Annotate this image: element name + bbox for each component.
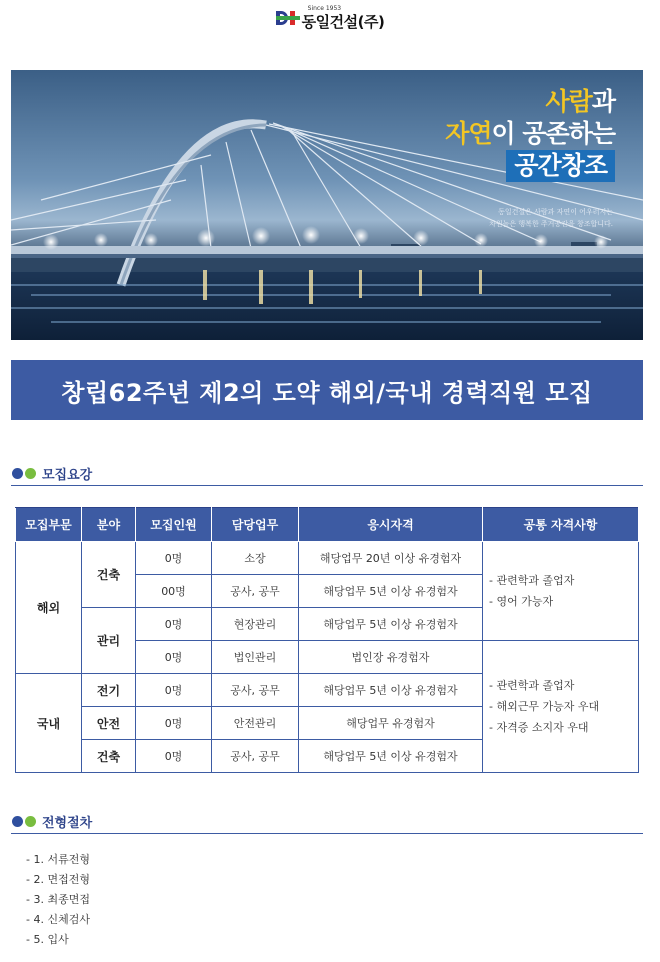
header-cell: 모집부문 bbox=[16, 508, 82, 542]
list-item: - 1. 서류전형 bbox=[26, 853, 90, 866]
field-cell: 건축 bbox=[82, 740, 136, 773]
count-cell: 0명 bbox=[136, 641, 212, 674]
duty-cell: 공사, 공무 bbox=[212, 740, 299, 773]
common-qual-item: - 관련학과 졸업자 bbox=[489, 679, 575, 692]
recruit-section-heading bbox=[11, 462, 643, 486]
qual-cell: 해당업무 5년 이상 유경험자 bbox=[299, 608, 483, 641]
field-cell: 안전 bbox=[82, 707, 136, 740]
recruit-heading-label: 모집요강 bbox=[42, 468, 93, 483]
headline-accent-2: 자연 bbox=[445, 119, 492, 148]
logo-name: 동일건설(주) bbox=[301, 12, 385, 31]
tagline-line-1: 동일건설은 사람과 자연이 어우러지는 bbox=[498, 208, 613, 216]
duty-cell: 현장관리 bbox=[212, 608, 299, 641]
field-cell: 건축 bbox=[82, 542, 136, 608]
field-cell: 관리 bbox=[82, 608, 136, 674]
common-qual-cell bbox=[483, 641, 639, 773]
process-heading-label: 전형절차 bbox=[42, 816, 93, 831]
qual-cell: 해당업무 20년 이상 유경험자 bbox=[299, 542, 483, 575]
header-cell: 모집인원 bbox=[136, 508, 212, 542]
duty-cell: 공사, 공무 bbox=[212, 575, 299, 608]
table-header-row bbox=[16, 508, 639, 542]
common-qual-cell bbox=[483, 542, 639, 641]
headline-line-3: 공간창조 bbox=[506, 150, 615, 182]
recruit-table bbox=[15, 507, 639, 773]
list-item: - 3. 최종면접 bbox=[26, 893, 90, 906]
duty-cell: 공사, 공무 bbox=[212, 674, 299, 707]
tagline-line-2: 차원높은 행복한 주거공간을 창조합니다. bbox=[489, 220, 613, 228]
count-cell: 0명 bbox=[136, 707, 212, 740]
list-item: - 4. 신체검사 bbox=[26, 913, 90, 926]
qual-cell: 해당업무 유경험자 bbox=[299, 707, 483, 740]
count-cell: 0명 bbox=[136, 674, 212, 707]
duty-cell: 안전관리 bbox=[212, 707, 299, 740]
headline-rest-2: 이 공존하는 bbox=[491, 119, 615, 148]
header-cell: 공통 자격사항 bbox=[483, 508, 639, 542]
process-section-heading bbox=[11, 810, 643, 834]
duty-cell: 소장 bbox=[212, 542, 299, 575]
count-cell: 00명 bbox=[136, 575, 212, 608]
table-row bbox=[16, 542, 639, 575]
common-qual-item: - 자격증 소지자 우대 bbox=[489, 721, 589, 734]
process-steps-list bbox=[26, 850, 90, 950]
headline-accent-1: 사람 bbox=[545, 87, 592, 116]
bullet-blue-icon bbox=[12, 468, 23, 479]
page-title: 창립62주년 제2의 도약 해외/국내 경력직원 모집 bbox=[61, 378, 593, 407]
page-title-bar bbox=[11, 360, 643, 420]
field-cell: 전기 bbox=[82, 674, 136, 707]
duty-cell: 법인관리 bbox=[212, 641, 299, 674]
common-qual-item: - 영어 가능자 bbox=[489, 595, 554, 608]
hero-banner bbox=[11, 70, 643, 340]
list-item: - 2. 면접전형 bbox=[26, 873, 90, 886]
company-logo bbox=[0, 6, 660, 30]
header-cell: 분야 bbox=[82, 508, 136, 542]
qual-cell: 법인장 유경험자 bbox=[299, 641, 483, 674]
headline-rest-1: 과 bbox=[591, 87, 615, 116]
common-qual-item: - 관련학과 졸업자 bbox=[489, 574, 575, 587]
count-cell: 0명 bbox=[136, 740, 212, 773]
count-cell: 0명 bbox=[136, 542, 212, 575]
bullet-blue-icon bbox=[12, 816, 23, 827]
bullet-green-icon bbox=[25, 468, 36, 479]
logo-mark-icon bbox=[276, 7, 300, 29]
logo-since: Since 1953 bbox=[307, 4, 342, 12]
list-item: - 5. 입사 bbox=[26, 933, 69, 946]
dept-cell: 해외 bbox=[16, 542, 82, 674]
header-cell: 응시자격 bbox=[299, 508, 483, 542]
dept-cell: 국내 bbox=[16, 674, 82, 773]
qual-cell: 해당업무 5년 이상 유경험자 bbox=[299, 674, 483, 707]
common-qual-item: - 해외근무 가능자 우대 bbox=[489, 700, 600, 713]
bullet-green-icon bbox=[25, 816, 36, 827]
header-cell: 담당업무 bbox=[212, 508, 299, 542]
count-cell: 0명 bbox=[136, 608, 212, 641]
qual-cell: 해당업무 5년 이상 유경험자 bbox=[299, 575, 483, 608]
qual-cell: 해당업무 5년 이상 유경험자 bbox=[299, 740, 483, 773]
